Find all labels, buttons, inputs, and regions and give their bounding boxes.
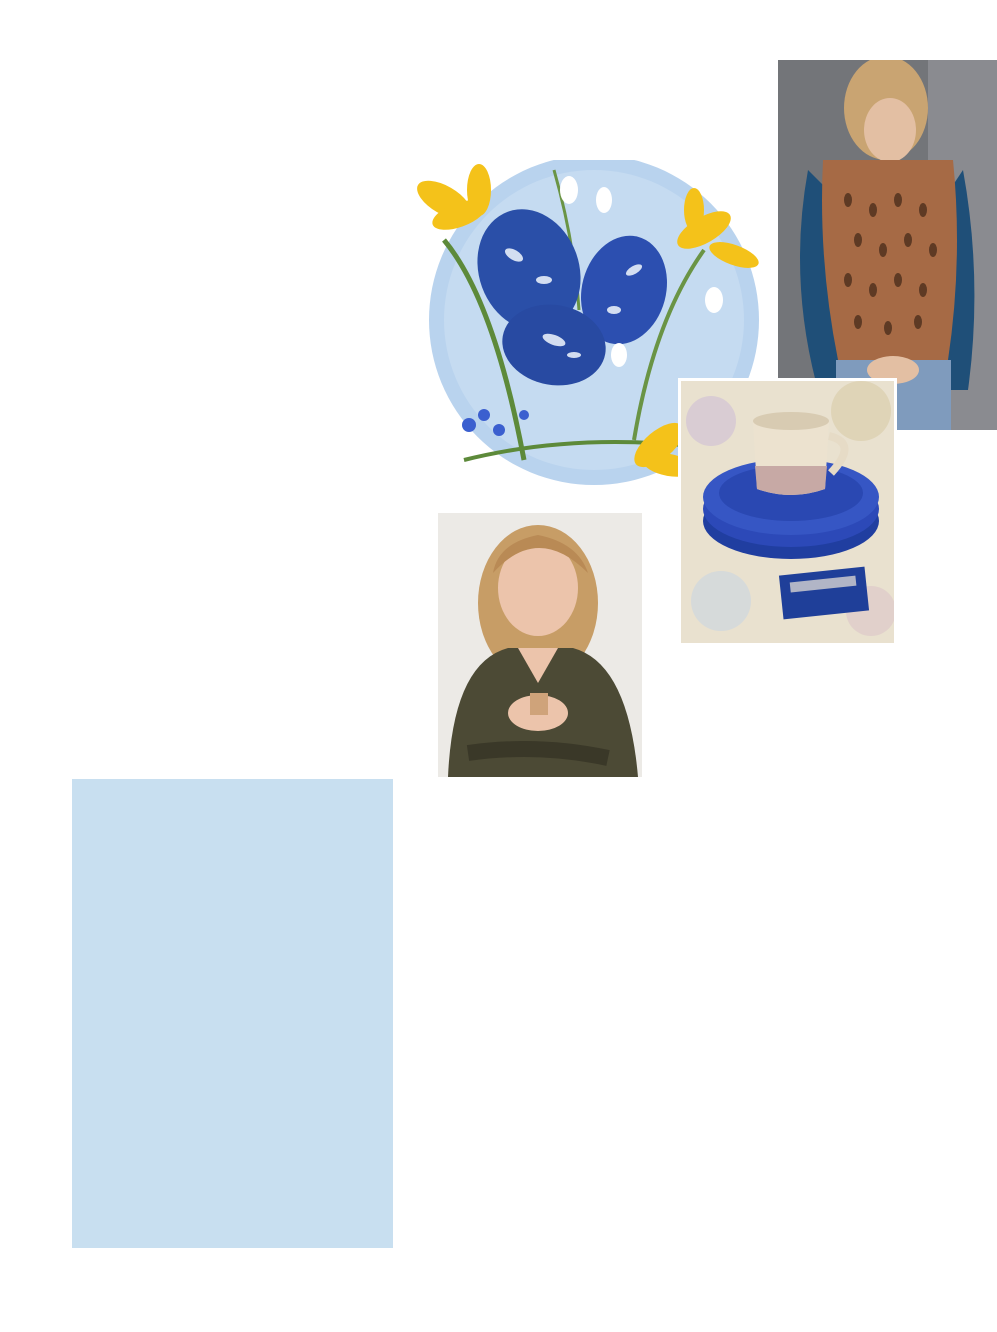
ceramic-cup-photo — [678, 378, 897, 646]
colophon-box — [72, 779, 393, 1248]
footer-meta — [780, 1275, 800, 1286]
editor-portrait-photo — [438, 513, 642, 777]
knit-vest-photo — [778, 60, 997, 430]
